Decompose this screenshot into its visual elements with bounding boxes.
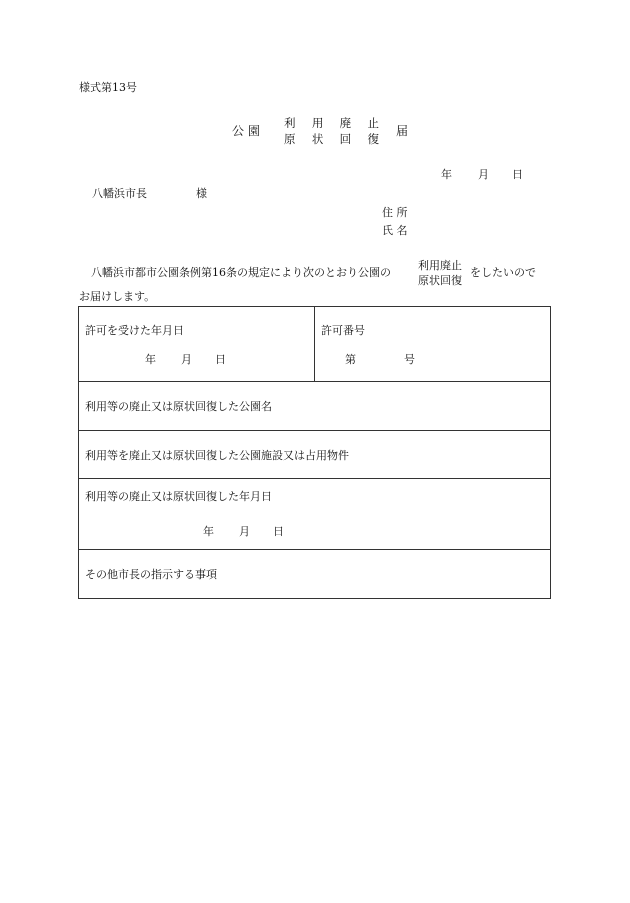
- title-char: 回: [339, 131, 352, 146]
- title-char: 用: [311, 116, 324, 130]
- title-char: 状: [311, 131, 324, 146]
- body-option-bottom: 原状回復: [418, 274, 462, 287]
- restore-date-label: 利用等の廃止又は原状回復した年月日: [85, 490, 272, 503]
- permit-date-month: 月: [181, 353, 192, 366]
- restore-date-cell[interactable]: [79, 479, 551, 550]
- table-row: [79, 382, 551, 431]
- title-char: 廃: [339, 116, 352, 130]
- permit-number-prefix: 第: [345, 353, 356, 366]
- form-table: [78, 306, 551, 599]
- facility-label: 利用等を廃止又は原状回復した公園施設又は占用物件: [85, 449, 349, 462]
- body-options: [418, 260, 462, 286]
- addressee-honorific: 様: [196, 187, 207, 200]
- title-option-top: [284, 118, 379, 130]
- body-lead: 八幡浜市都市公園条例第16条の規定により次のとおり公園の: [91, 266, 391, 279]
- title-options: [284, 118, 379, 145]
- restore-date-year: 年: [203, 525, 214, 538]
- title-suffix: 届: [396, 124, 409, 138]
- permit-date-cell[interactable]: [79, 307, 315, 382]
- permit-number-label: 許可番号: [321, 324, 365, 337]
- title-char: 復: [367, 131, 379, 146]
- name-label: 氏 名: [382, 224, 408, 237]
- permit-number-cell[interactable]: [315, 307, 551, 382]
- title-char: 止: [367, 116, 379, 130]
- date-day: 日: [512, 168, 523, 181]
- title-option-bottom: [284, 131, 379, 146]
- park-name-cell[interactable]: [79, 382, 551, 431]
- addressee-name: 八幡浜市長: [92, 187, 147, 200]
- permit-date-year: 年: [145, 353, 156, 366]
- date-month: 月: [478, 168, 489, 181]
- facility-cell[interactable]: [79, 431, 551, 479]
- body-line2: お届けします。: [79, 290, 156, 303]
- restore-date-month: 月: [239, 525, 250, 538]
- permit-date-label: 許可を受けた年月日: [85, 324, 184, 337]
- other-label: その他市長の指示する事項: [85, 568, 217, 581]
- address-label: 住 所: [382, 206, 408, 219]
- permit-number-suffix: 号: [404, 353, 415, 366]
- title-char: 利: [284, 116, 296, 130]
- title-char: 原: [284, 131, 296, 146]
- other-cell[interactable]: [79, 550, 551, 599]
- body-option-top: 利用廃止: [418, 259, 462, 272]
- table-row: [79, 479, 551, 550]
- title-prefix: 公 園: [232, 124, 260, 138]
- table-row: [79, 550, 551, 599]
- date-year: 年: [441, 168, 452, 181]
- table-row: [79, 431, 551, 479]
- form-number: 様式第13号: [79, 81, 137, 94]
- permit-date-day: 日: [215, 353, 226, 366]
- table-row: [79, 307, 551, 382]
- restore-date-day: 日: [273, 525, 284, 538]
- body-tail: をしたいので: [470, 266, 536, 279]
- park-name-label: 利用等の廃止又は原状回復した公園名: [85, 400, 272, 413]
